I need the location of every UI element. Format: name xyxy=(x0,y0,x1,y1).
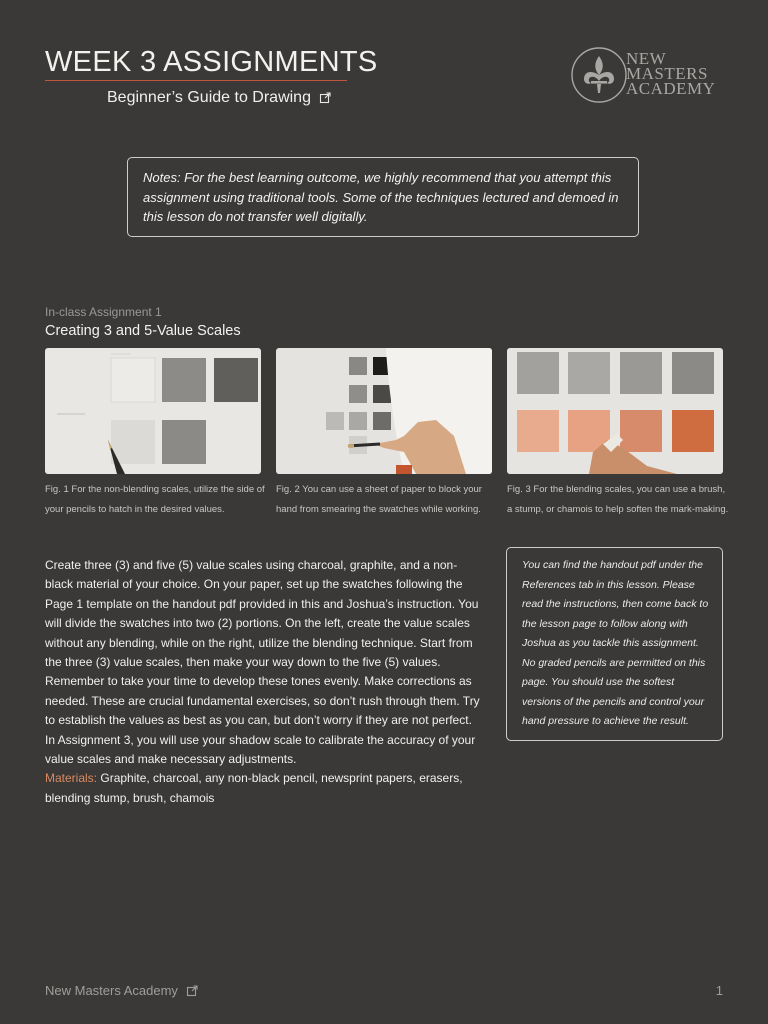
page-title: WEEK 3 ASSIGNMENTS xyxy=(45,46,378,78)
title-underline xyxy=(45,80,347,81)
assignment-description xyxy=(45,556,483,808)
assignment-title: Creating 3 and 5-Value Scales xyxy=(45,323,241,339)
figure-2-image xyxy=(276,348,492,474)
logo-line-2: MASTERS xyxy=(626,64,708,83)
logo-line-3: ACADEMY xyxy=(626,79,716,98)
course-link[interactable] xyxy=(107,89,331,107)
footer-link-label: New Masters Academy xyxy=(45,983,178,998)
description-paragraph: Create three (3) and five (5) value scales using charcoal, graphite, and a non-black material of your choice. On your paper, set up the swatches following the Page 1 template on the handout pdf provided in this and Joshua’s instruction. You will divide the swatches into two (2) portions. On the left, create the value scales without any blending, while on the right, utilize the blending technique. Start from the three (3) value scales, then make your way down to the five (5) values. Remember to take your time to develop these tones evenly. Make corrections as needed. These are crucial fundamental exercises, so don’t rush through them. Try to establish the values as best as you can, but don’t worry if they are not perfect. In Assignment 3, you will use your shadow scale to calibrate the accuracy of your value scales and make necessary adjustments. xyxy=(45,558,480,767)
materials-line xyxy=(45,769,483,808)
figure-1-caption: Fig. 1 For the non-blending scales, utilize the side of your pencils to hatch in the desired values. xyxy=(45,484,265,515)
figure-1-image xyxy=(45,348,261,474)
course-link-label: Beginner’s Guide to Drawing xyxy=(107,89,311,106)
footer-link[interactable] xyxy=(45,983,198,998)
external-link-icon xyxy=(186,985,198,997)
figure-2-caption: Fig. 2 You can use a sheet of paper to block your hand from smearing the swatches while working. xyxy=(276,484,482,515)
handout-note-box: You can find the handout pdf under the References tab in this lesson. Please read the instructions, then come back to the lesson page to follow along with Joshua as you tackle this assignment. No graded pencils are permitted on this page. You should use the softest versions of the pencils and control your hand pressure to achieve the result. xyxy=(506,547,723,741)
fleur-de-lis-icon xyxy=(570,46,628,104)
materials-label: Materials: xyxy=(45,771,98,786)
external-link-icon xyxy=(319,92,331,104)
notes-box: Notes: For the best learning outcome, we highly recommend that you attempt this assignment using traditional tools. Some of the techniques lectured and demoed in this lesson do not transfer well digitally. xyxy=(127,157,639,237)
materials-text: Graphite, charcoal, any non-black pencil, newsprint papers, erasers, blending stump, brush, chamois xyxy=(45,771,463,805)
figure-3-image xyxy=(507,348,723,474)
brand-logo xyxy=(570,46,730,106)
assignment-label: In-class Assignment 1 xyxy=(45,305,162,319)
page-number: 1 xyxy=(715,983,723,998)
logo-line-1: NEW xyxy=(626,49,667,68)
figure-3-caption: Fig. 3 For the blending scales, you can use a brush, a stump, or chamois to help soften the mark-making. xyxy=(507,484,729,515)
